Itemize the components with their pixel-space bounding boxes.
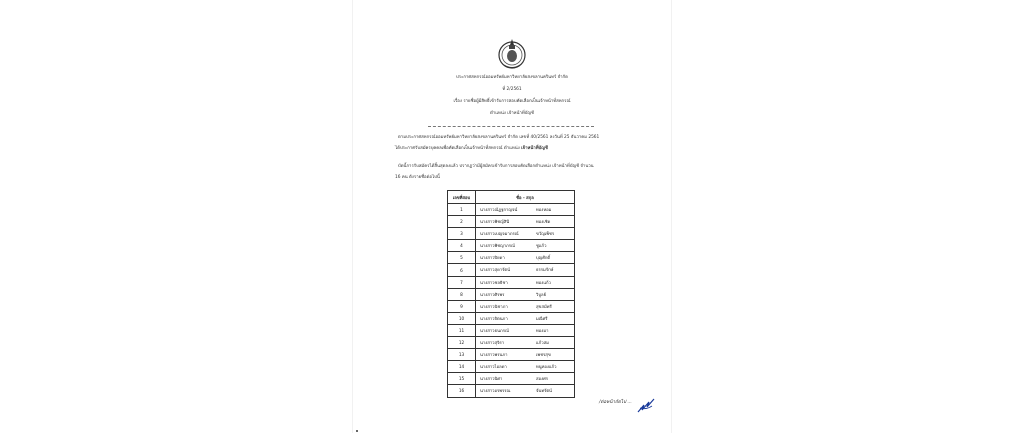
first-name: นางสาวศิรพร <box>480 291 505 297</box>
first-name: นางสาวชลธิชา <box>480 279 508 285</box>
full-name-cell <box>476 373 575 385</box>
table-row <box>448 204 575 216</box>
exam-number-cell: 4 <box>448 240 476 252</box>
first-name: นางสาวนิชาภา <box>480 303 508 309</box>
announcement-subject: เรื่อง รายชื่อผู้มีสิทธิ์เข้ารับการสอบคัดเลือกเป็นเจ้าหน้าที่สหกรณ์ <box>453 99 571 104</box>
first-name: นางสาวปิยดา <box>480 255 505 261</box>
table-row <box>448 312 575 324</box>
first-name: นางสาวเบญจมาภรณ์ <box>480 231 519 237</box>
paragraph-1-line-1: ตามประกาศสหกรณ์ออมทรัพย์มหาวิทยาลัยสงขลานครินทร์ จำกัด เลขที่ 40/2561 ลงวันที่ 25 ธันวาคม 2561 <box>398 135 600 140</box>
full-name-cell <box>476 337 575 349</box>
last-name: ทองเชิด <box>536 219 551 225</box>
exam-number-cell: 14 <box>448 361 476 373</box>
last-name: ธรรมรักษ์ <box>536 267 554 273</box>
full-name-cell <box>476 349 575 361</box>
university-seal-icon <box>494 35 530 71</box>
full-name-cell <box>476 240 575 252</box>
announcement-position: ตำแหน่ง เจ้าหน้าที่บัญชี <box>490 111 534 116</box>
exam-number-cell: 16 <box>448 385 476 397</box>
table-row <box>448 252 575 264</box>
first-name: นางสาวนิศา <box>480 376 503 382</box>
table-row <box>448 288 575 300</box>
last-name: วิบูลย์ <box>536 291 547 297</box>
table-header-row <box>448 191 575 204</box>
last-name: ชูแก้ว <box>536 243 547 249</box>
last-name: ทองแก้ว <box>536 279 551 285</box>
full-name-cell <box>476 361 575 373</box>
full-name-cell <box>476 288 575 300</box>
last-name: หนูทองแก้ว <box>536 364 557 370</box>
table-row <box>448 300 575 312</box>
table-row <box>448 276 575 288</box>
table-row <box>448 228 575 240</box>
divider <box>428 126 594 127</box>
exam-number-cell: 7 <box>448 276 476 288</box>
table-row <box>448 361 575 373</box>
full-name-cell <box>476 264 575 276</box>
exam-number-cell: 6 <box>448 264 476 276</box>
last-name: เพชรสุข <box>536 352 551 358</box>
first-name: นางสาวพิชญาภรณ์ <box>480 243 515 249</box>
first-name: นางสาวไอลดา <box>480 364 507 370</box>
paragraph-1-line-2 <box>395 146 548 151</box>
paragraph-2-line-2: 16 คน ดังรายชื่อต่อไปนี้ <box>395 175 440 180</box>
last-name: ขวัญเพ็ชร <box>536 231 555 237</box>
first-name: นางสาวจิตนภา <box>480 315 508 321</box>
last-name: สุขสมัครี <box>536 303 552 309</box>
full-name-cell <box>476 324 575 336</box>
candidate-table <box>447 190 575 398</box>
last-name: แก้วสม <box>536 340 549 346</box>
first-name: นางสาวธนภรณ์ <box>480 327 509 333</box>
full-name-cell <box>476 252 575 264</box>
exam-number-cell: 9 <box>448 300 476 312</box>
last-name: จันทรัตน์ <box>536 388 552 394</box>
table-row <box>448 216 575 228</box>
first-name: นางสาวสุดารัตน์ <box>480 267 510 273</box>
last-name: สองศร <box>536 376 549 382</box>
exam-number-cell: 8 <box>448 288 476 300</box>
last-name: มณีศรี <box>536 315 548 321</box>
full-name-cell <box>476 385 575 397</box>
last-name: ทองมา <box>536 327 549 333</box>
table-row <box>448 324 575 336</box>
exam-number-cell: 13 <box>448 349 476 361</box>
table-row <box>448 264 575 276</box>
announcement-title: ประกาศสหกรณ์ออมทรัพย์มหาวิทยาลัยสงขลานครินทร์ จำกัด <box>456 75 568 80</box>
full-name-cell <box>476 312 575 324</box>
full-name-cell <box>476 216 575 228</box>
header-full-name: ชื่อ - สกุล <box>476 191 575 204</box>
position-name: เจ้าหน้าที่บัญชี <box>521 146 548 151</box>
full-name-cell <box>476 300 575 312</box>
exam-number-cell: 5 <box>448 252 476 264</box>
signature-mark-icon <box>634 396 658 416</box>
paragraph-2-line-1: บัดนี้การรับสมัครได้สิ้นสุดลงแล้ว ปรากฏว่ามีผู้สมัครเข้ารับการสอบคัดเลือกตำแหน่ง เจ้าหน้าที่บัญชี จำนวน <box>398 164 594 169</box>
full-name-cell <box>476 204 575 216</box>
first-name: นางสาวอรพรรณ <box>480 388 511 394</box>
exam-number-cell: 1 <box>448 204 476 216</box>
exam-number-cell: 11 <box>448 324 476 336</box>
exam-number-cell: 15 <box>448 373 476 385</box>
exam-number-cell: 10 <box>448 312 476 324</box>
table-row <box>448 385 575 397</box>
exam-number-cell: 3 <box>448 228 476 240</box>
last-name: บุญศักดิ์ <box>536 255 551 261</box>
first-name: นางสาวสุจิรา <box>480 340 505 346</box>
exam-number-cell: 12 <box>448 337 476 349</box>
scan-speck <box>356 430 358 432</box>
last-name: ทองหอม <box>536 207 552 212</box>
first-name: นางสาวพิชญ์สินี <box>480 219 510 225</box>
first-name: นางสาวณัฏฐกาญจน์ <box>480 207 518 212</box>
table-row <box>448 373 575 385</box>
paragraph-1-text: ได้ประกาศรับสมัครบุคคลเพื่อคัดเลือกเป็นเจ้าหน้าที่สหกรณ์ ตำแหน่ง <box>395 146 520 151</box>
full-name-cell <box>476 276 575 288</box>
first-name: นางสาวพรนภา <box>480 352 508 358</box>
exam-number-cell: 2 <box>448 216 476 228</box>
continued-note: /ต่อหน้าถัดไป ... <box>599 400 632 405</box>
header-exam-number: เลขที่สอบ <box>448 191 476 204</box>
table-row <box>448 240 575 252</box>
announcement-number: ที่ 2/2561 <box>502 87 522 92</box>
table-row <box>448 349 575 361</box>
table-row <box>448 337 575 349</box>
full-name-cell <box>476 228 575 240</box>
